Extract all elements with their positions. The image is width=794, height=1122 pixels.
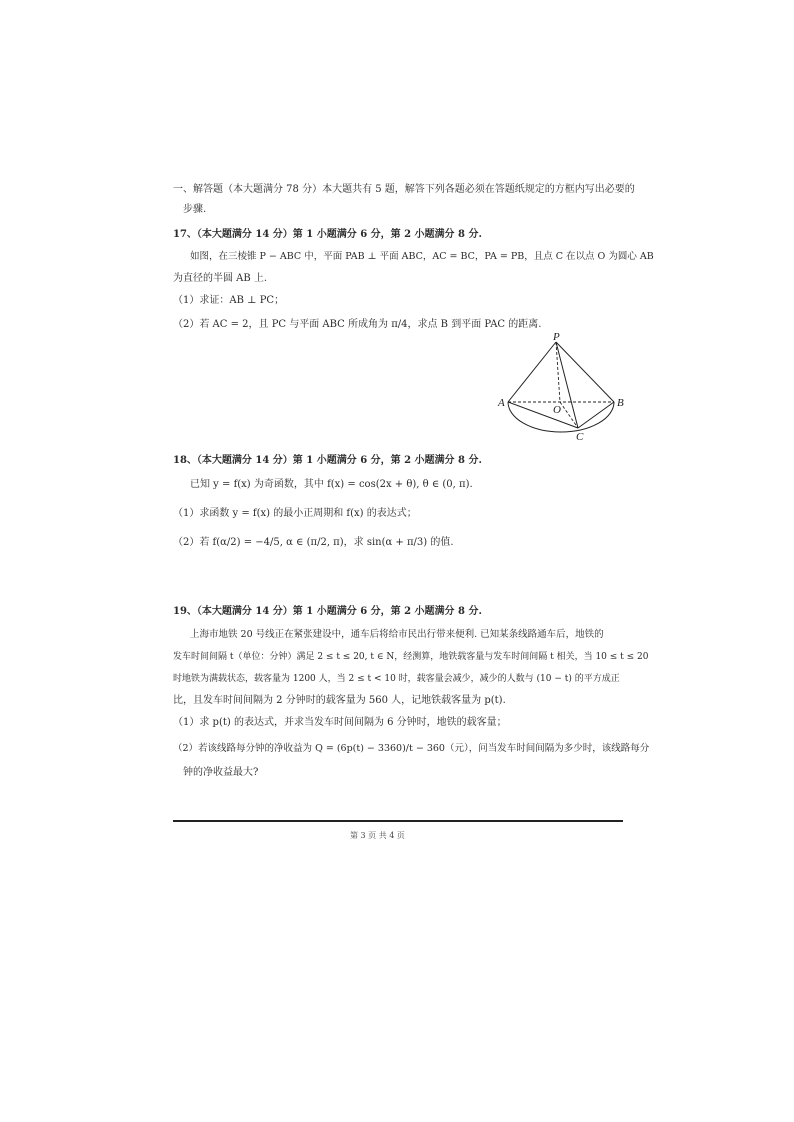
footer-rule [173,820,623,822]
q18-stem: 已知 y = f(x) 为奇函数，其中 f(x) = cos(2x + θ), θ ∈ (0, π). [190,479,473,490]
q17-stem-line2: 为直径的半圆 AB 上. [173,273,268,284]
q19-stem-line1: 上海市地铁 20 号线正在紧张建设中，通车后将给市民出行带来便利. 已知某条线路通车后，地铁的 [190,629,604,640]
segment-PB [556,342,614,402]
section-header-line1: 一、解答题（本大题满分 78 分）本大题共有 5 题，解答下列各题必须在答题纸规定的方框内写出必要的 [173,184,635,195]
segment-OC [560,402,578,428]
q18-part2: （2）若 f(α/2) = −4/5, α ∈ (π/2, π)，求 sin(α + π/3) 的值. [173,537,454,548]
q18-heading: 18、（本大题满分 14 分）第 1 小题满分 6 分，第 2 小题满分 8 分. [173,455,482,466]
section-header-line2: 步骤. [183,204,207,215]
q17-part2: （2）若 AC = 2，且 PC 与平面 ABC 所成角为 π/4，求点 B 到平面 PAC 的距离. [173,319,542,330]
q17-part1: （1）求证：AB ⊥ PC； [173,295,285,306]
semicircle-arc [508,402,614,432]
segment-PA [508,342,556,402]
page-number: 第 3 页 共 4 页 [350,831,405,840]
q18-part1: （1）求函数 y = f(x) 的最小正周期和 f(x) 的表达式； [173,508,417,519]
label-C: C [576,431,584,443]
label-B: B [617,397,624,409]
q17-heading: 17、（本大题满分 14 分）第 1 小题满分 6 分，第 2 小题满分 8 分. [173,229,482,240]
q19-stem-line4: 比，且发车时间间隔为 2 分钟时的载客量为 560 人，记地铁载客量为 p(t). [173,695,506,706]
q19-part2: （2）若该线路每分钟的净收益为 Q = (6p(t) − 3360)/t − 360（元），问当发车时间间隔为多少时，该线路每分 [173,743,650,754]
q17-stem-line1: 如图，在三棱锥 P − ABC 中，平面 PAB ⊥ 平面 ABC，AC = BC，PA = PB，且点 C 在以点 O 为圆心 AB [190,251,654,262]
q19-part2-continued: 钟的净收益最大? [183,767,259,778]
q19-heading: 19、（本大题满分 14 分）第 1 小题满分 6 分，第 2 小题满分 8 分. [173,606,482,617]
q19-part1: （1）求 p(t) 的表达式，并求当发车时间间隔为 6 分钟时，地铁的载客量； [173,717,507,728]
segment-AC [508,402,578,428]
q19-stem-line2: 发车时间间隔 t（单位：分钟）满足 2 ≤ t ≤ 20, t ∈ N，经测算，地铁载客量与发车时间间隔 t 相关，当 10 ≤ t ≤ 20 [173,652,649,662]
label-P: P [553,331,560,343]
q17-figure [490,330,630,445]
label-O: O [553,404,561,416]
q19-stem-line3: 时地铁为满载状态，载客量为 1200 人，当 2 ≤ t < 10 时，载客量会减少，减少的人数与 (10 − t) 的平方成正 [173,674,620,684]
label-A: A [498,397,505,409]
